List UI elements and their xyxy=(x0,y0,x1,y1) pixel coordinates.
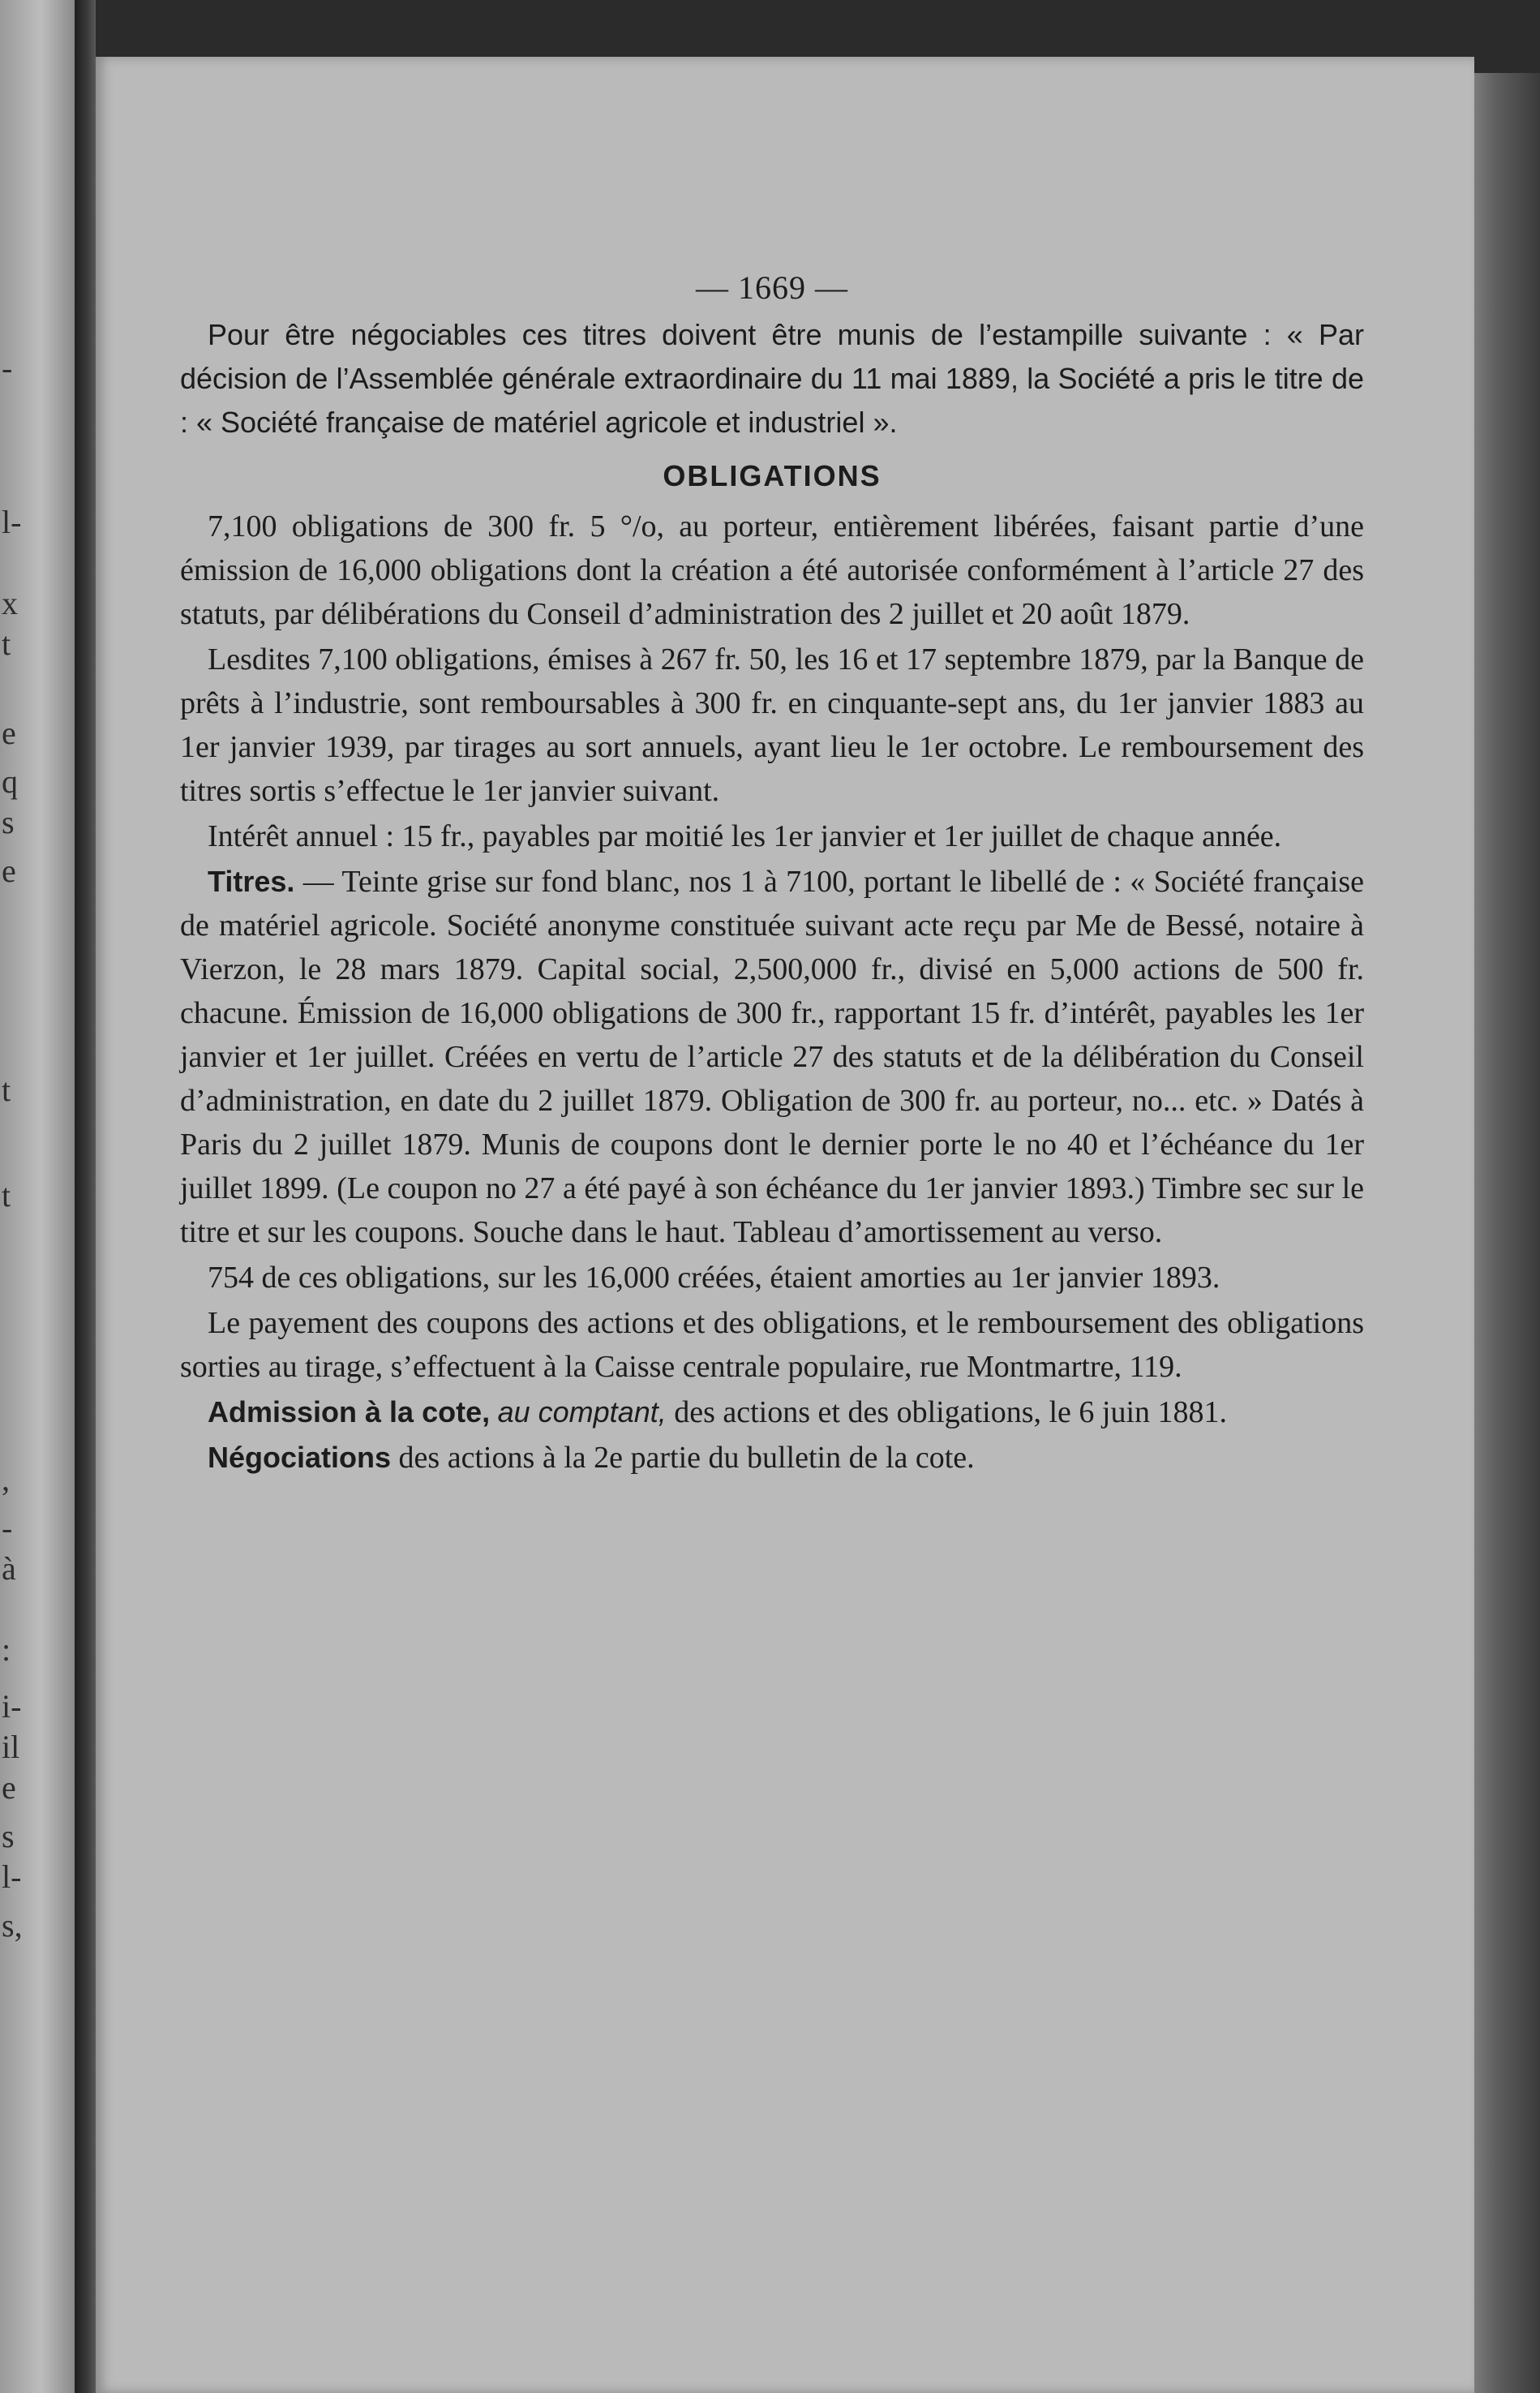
section-heading: OBLIGATIONS xyxy=(663,459,882,492)
paragraph-remboursement: Lesdites 7,100 obligations, émises à 267 fr. 50, les 16 et 17 septembre 1879, par la Banque de prêts à l’industrie, sont remboursables à 300 fr. en cinquante-sept ans, du 1er janvier 1883 au 1er janvier 1939, par tirages au sort annuels, ayant lieu le 1er octobre. Le remboursement des titres sortis s’effectue le 1er janvier suivant. xyxy=(180,642,1364,808)
fragment: à xyxy=(2,1550,16,1587)
paragraph-admission xyxy=(180,1390,1364,1434)
page-stack-edge xyxy=(1474,73,1540,2393)
fragment: e xyxy=(2,1769,16,1806)
fragment: i- xyxy=(2,1688,22,1725)
fragment: s xyxy=(2,804,15,840)
paragraph-interet: Intérêt annuel : 15 fr., payables par moitié les 1er janvier et 1er juillet de chaque année. xyxy=(208,819,1282,853)
fragment: il xyxy=(2,1729,20,1765)
paragraph-amorties: 754 de ces obligations, sur les 16,000 créées, étaient amorties au 1er janvier 1893. xyxy=(208,1261,1220,1295)
admission-text: des actions et des obligations, le 6 juin 1881. xyxy=(666,1395,1228,1429)
paragraph-negociations xyxy=(180,1436,1364,1480)
titres-text: — Teinte grise sur fond blanc, nos 1 à 7100, portant le libellé de : « Société française de matériel agricole. Société anonyme constituée suivant acte reçu par Me de Bessé, notaire à Vierzon, le 28 mars 1879. Capital social, 2,500,000 fr., divisé en 5,000 actions de 500 fr. chacune. Émission de 16,000 obligations de 300 fr., rapportant 15 fr. d’intérêt, payables les 1er janvier et 1er juillet. Créées en vertu de l’article 27 des statuts et de la délibération du Conseil d’administration, en date du 2 juillet 1879. Obligation de 300 fr. au porteur, no... etc. » Datés à Paris du 2 juillet 1879. Munis de coupons dont le dernier porte le no 40 et l’échéance du 1er juillet 1899. (Le coupon no 27 a été payé à son échéance du 1er janvier 1893.) Timbre sec sur le titre et sur les coupons. Souche dans le haut. Tableau d’amortissement au verso. xyxy=(180,865,1364,1249)
fragment: e xyxy=(2,715,16,751)
paragraph-estampille: Pour être négociables ces titres doivent être munis de l’estampille suivante : « Par décision de l’Assemblée générale extraordinaire du 11 mai 1889, la Société a pris le titre de : « Société française de matériel agricole et industriel ». xyxy=(180,318,1364,439)
titres-label: Titres. xyxy=(208,865,295,898)
fragment: : xyxy=(2,1631,11,1668)
paragraph-emission: 7,100 obligations de 300 fr. 5 °/o, au porteur, entièrement libérées, faisant partie d’une émission de 16,000 obligations dont la création a été autorisée conformément à l’article 27 des statuts, par délibérations du Conseil d’administration des 2 juillet et 20 août 1879. xyxy=(180,509,1364,631)
paragraph-payement: Le payement des coupons des actions et des obligations, et le remboursement des obligations sorties au tirage, s’effectuent à la Caisse centrale populaire, rue Montmartre, 119. xyxy=(180,1306,1364,1384)
fragment: t xyxy=(2,625,11,662)
page-content xyxy=(180,266,1364,1480)
fragment: q xyxy=(2,763,18,800)
fragment: e xyxy=(2,853,16,889)
fragment: s xyxy=(2,1818,15,1854)
fragment: x xyxy=(2,585,18,621)
admission-label: Admission à la cote, xyxy=(208,1395,491,1428)
book-gutter xyxy=(75,0,96,2393)
negociations-text: des actions à la 2e partie du bulletin de la cote. xyxy=(391,1441,975,1475)
page-number: — 1669 — xyxy=(696,269,848,306)
book-page xyxy=(96,57,1474,2393)
fragment: t xyxy=(2,1072,11,1108)
fragment: l- xyxy=(2,1858,22,1895)
fragment: l- xyxy=(2,504,22,540)
paragraph-titres xyxy=(180,860,1364,1254)
fragment: - xyxy=(2,350,13,386)
negociations-label: Négociations xyxy=(208,1441,392,1474)
fragment: - xyxy=(2,1510,13,1546)
adjacent-page-edge xyxy=(0,0,75,2393)
fragment: t xyxy=(2,1177,11,1214)
fragment: , xyxy=(2,1461,10,1497)
admission-italic: au comptant, xyxy=(497,1395,667,1428)
fragment: s, xyxy=(2,1907,23,1944)
